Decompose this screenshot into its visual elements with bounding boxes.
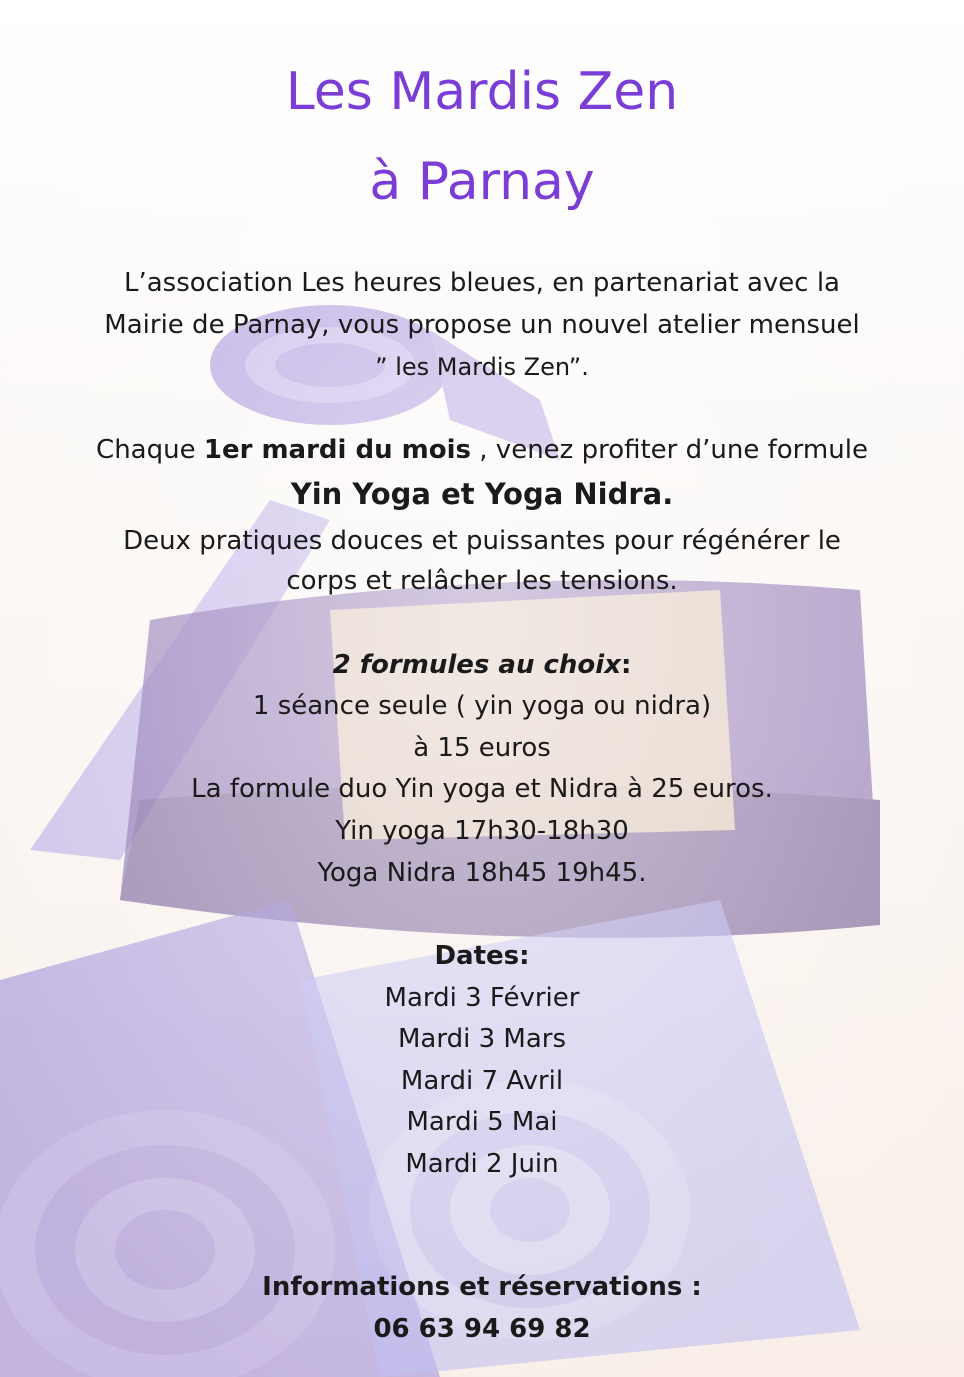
schedule-prefix: Chaque <box>96 435 204 465</box>
date-item: Mardi 3 Février <box>384 983 580 1013</box>
title-line-2: à Parnay <box>369 152 595 212</box>
contact-heading: Informations et réservations : <box>262 1272 702 1302</box>
intro-line-2: Mairie de Parnay, vous propose un nouvel atelier mensuel <box>104 310 860 340</box>
intro-line-3: ” les Mardis Zen”. <box>375 353 589 381</box>
formula-name: Yin Yoga et Yoga Nidra. <box>290 477 674 511</box>
title-line-1: Les Mardis Zen <box>285 62 679 122</box>
formula-line-1: 1 séance seule ( yin yoga ou nidra) <box>252 691 712 721</box>
formulas-heading-text: 2 formules au choix <box>332 650 621 680</box>
formula-line-4: Yin yoga 17h30-18h30 <box>335 816 629 846</box>
formulas-heading-colon: : <box>620 650 632 680</box>
description-line-2: corps et relâcher les tensions. <box>286 566 678 596</box>
schedule-sentence <box>0 433 964 467</box>
formula-line-5: Yoga Nidra 18h45 19h45. <box>317 858 647 888</box>
dates-heading: Dates: <box>434 941 530 971</box>
description-line-1: Deux pratiques douces et puissantes pour régénérer le <box>123 526 841 556</box>
date-item: Mardi 2 Juin <box>405 1149 559 1179</box>
schedule-bold: 1er mardi du mois <box>203 435 472 465</box>
intro-line-1: L’association Les heures bleues, en partenariat avec la <box>124 268 840 298</box>
date-item: Mardi 7 Avril <box>400 1066 564 1096</box>
formula-line-2: à 15 euros <box>413 733 551 763</box>
schedule-suffix: , venez profiter d’une formule <box>471 435 868 465</box>
date-item: Mardi 5 Mai <box>406 1107 558 1137</box>
contact-phone: 06 63 94 69 82 <box>373 1314 591 1344</box>
date-item: Mardi 3 Mars <box>398 1024 566 1054</box>
formulas-heading <box>0 648 964 682</box>
formula-line-3: La formule duo Yin yoga et Nidra à 25 euros. <box>191 774 773 804</box>
